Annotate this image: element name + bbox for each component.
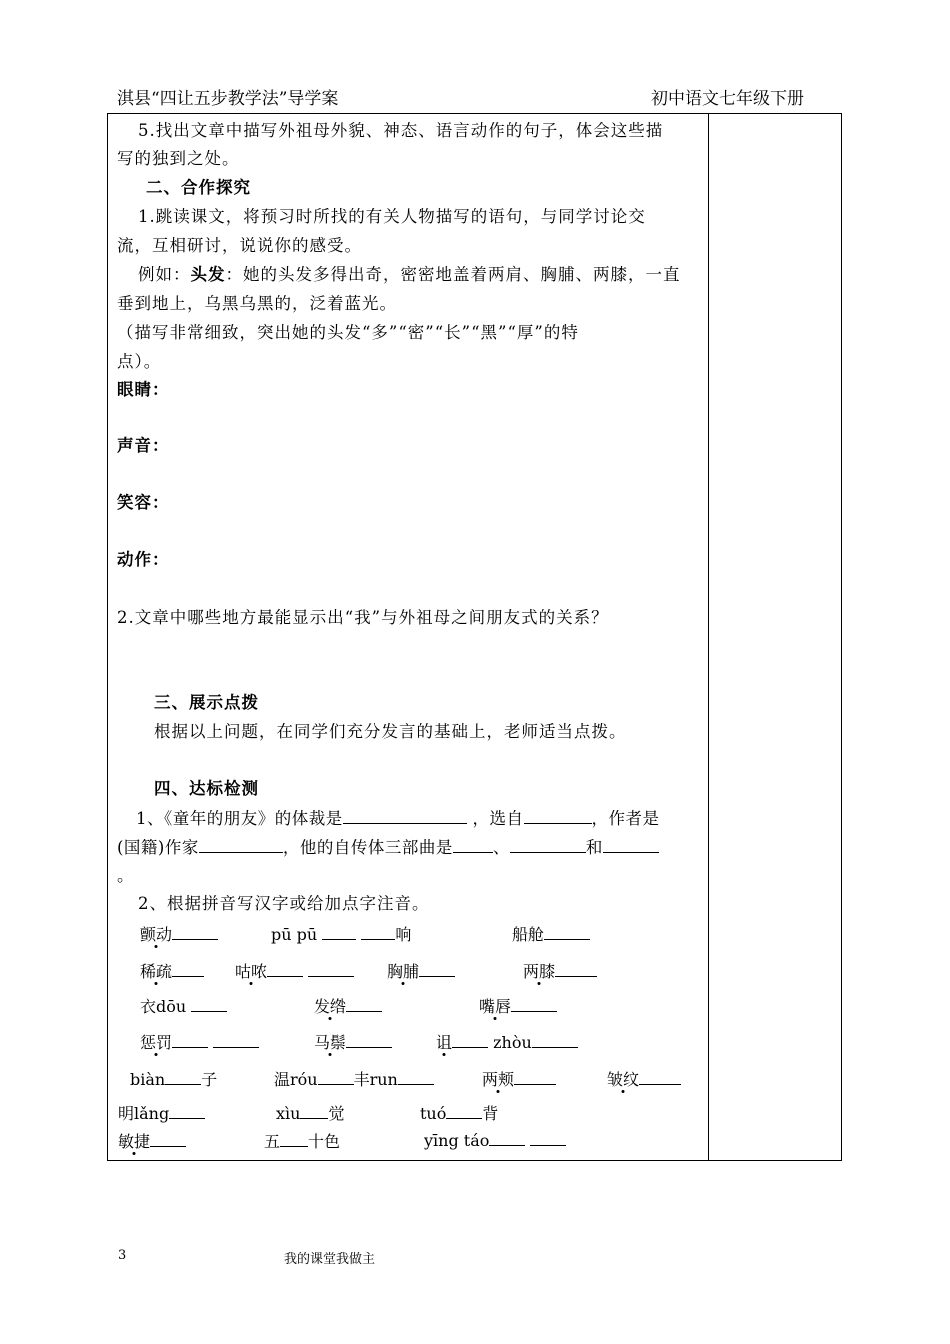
eyes-label: 眼睛： [117,380,170,399]
word-yidou: 衣dōu [140,997,187,1016]
blank [308,960,354,977]
pinyin-item [264,1129,340,1152]
blank [150,1130,186,1147]
word-shise: 十色 [308,1132,341,1151]
pinyin-item [235,959,354,982]
test-1-text-b: ，选自 [472,809,524,828]
pinyin-item [140,922,218,945]
blank-author [199,836,283,853]
section-3-heading: 三、展示点拨 [154,693,259,712]
pinyin-item [140,959,204,982]
blank [318,1068,354,1085]
pinyin-item [482,1067,556,1090]
blank [280,1130,308,1147]
word-bian: biàn [130,1070,166,1089]
pinyin-item [387,959,455,982]
word-chuancang: 船舱 [512,925,545,944]
example-text: ：她的头发多得出奇，密密地盖着两肩、胸脯、两膝，一直 [225,265,681,284]
question-5-line1: 5.找出文章中描写外祖母外貌、神态、语言动作的句子，体会这些描 [138,121,664,140]
pinyin-item [314,1030,392,1053]
test-1-end: 。 [117,866,135,885]
word-yingtao: yīng táo [424,1131,490,1150]
blank [165,1068,201,1085]
word-chandong: 颤动 [140,925,173,944]
blank [511,995,557,1012]
blank [419,960,455,977]
example-prefix: 例如： [138,265,191,284]
word-xiongpu: 胸脯 [387,962,420,981]
pinyin-item [523,959,597,982]
blank [544,923,590,940]
word-zhouwen: 皱纹 [607,1070,640,1089]
blank [300,1102,328,1119]
worksheet-table [107,113,842,1161]
word-tuo: tuó [420,1104,447,1123]
blank-genre [343,807,467,824]
blank [452,1031,488,1048]
test-1-text-g: 和 [585,838,603,857]
blank [346,1031,392,1048]
word-gunong: 咕哝 [235,962,268,981]
test-1-text-d: (国籍)作家 [117,838,199,857]
word-zi: 子 [201,1070,218,1089]
blank [361,923,395,940]
pinyin-item [607,1067,681,1090]
column-divider [708,114,709,1160]
blank [555,960,597,977]
blank [172,923,218,940]
word-wenrou: 温róu [274,1070,318,1089]
test-1-line1 [136,805,660,829]
pinyin-item [118,1129,186,1152]
test-1-text-e: ，他的自传体三部曲是 [282,838,453,857]
para1-line2: 流，互相研讨，说说你的感受。 [117,236,362,255]
blank [532,1031,578,1048]
pinyin-item [276,1101,344,1124]
header-grade: 初中语文七年级下册 [651,89,804,109]
word-zu: 诅 [436,1033,453,1052]
word-bei: 背 [482,1104,499,1123]
word-liangxi: 两膝 [523,962,556,981]
blank [514,1068,556,1085]
pinyin-item [436,1030,578,1053]
blank [398,1068,434,1085]
blank [322,923,356,940]
action-label: 动作： [117,550,170,569]
word-xiu: xìu [276,1104,301,1123]
test-2: 2、根据拼音写汉字或给加点字注音。 [138,894,430,913]
section-3-text: 根据以上问题，在同学们充分发言的基础上，老师适当点拨。 [154,722,627,741]
blank [530,1129,566,1146]
example-line1 [138,261,681,285]
pinyin-item [420,1101,498,1124]
para1-line1: 1.跳读课文，将预习时所找的有关人物描写的语句，与同学讨论交 [138,207,646,226]
blank-trilogy-3 [603,836,659,853]
blank-trilogy-2 [510,836,586,853]
blank [346,995,382,1012]
word-chengfa: 惩罚 [140,1033,173,1052]
pinyin-item [479,994,557,1017]
word-wu: 五 [264,1132,281,1151]
word-minglang: 明lǎng [118,1104,170,1123]
question-2: 2.文章中哪些地方最能显示出“我”与外祖母之间朋友式的关系？ [117,608,609,627]
blank [172,1031,208,1048]
blank [191,995,227,1012]
blank [213,1031,259,1048]
test-1-text-f: 、 [492,838,510,857]
example-term: 头发 [190,265,226,284]
footer-motto: 我的课堂我做主 [284,1252,376,1267]
pinyin-item [140,994,227,1017]
word-jue: 觉 [328,1104,345,1123]
test-1-line2 [117,834,659,858]
main-column [108,114,708,1160]
question-5-line2: 写的独到之处。 [117,149,240,168]
blank [172,960,204,977]
blank [639,1068,681,1085]
blank [169,1102,205,1119]
pinyin-item [314,994,382,1017]
header-title: 淇县“四让五步教学法”导学案 [117,89,339,109]
voice-label: 声音： [117,436,170,455]
blank-source [524,807,592,824]
word-falyu: 发绺 [314,997,347,1016]
word-xiang: 响 [395,925,412,944]
smile-label: 笑容： [117,493,170,512]
note-line1: （描写非常细致，突出她的头发“多”“密”“长”“黑”“厚”的特 [117,323,579,342]
word-zhou: zhòu [493,1033,532,1052]
word-zuichun: 嘴唇 [479,997,512,1016]
word-minjie: 敏捷 [118,1132,151,1151]
test-1-text-c: ，作者是 [591,809,660,828]
blank [489,1129,525,1146]
word-liangjia: 两颊 [482,1070,515,1089]
pinyin-item [424,1129,566,1150]
section-2-heading: 二、合作探究 [146,178,251,197]
example-line2: 垂到地上，乌黑乌黑的，泛着蓝光。 [117,294,397,313]
pinyin-item [512,922,590,945]
pinyin-item [140,1030,259,1053]
section-4-heading: 四、达标检测 [154,779,259,798]
pinyin-item [274,1067,434,1090]
blank [446,1102,482,1119]
word-mazong: 马鬃 [314,1033,347,1052]
word-xishu: 稀疏 [140,962,173,981]
pinyin-item [130,1067,217,1090]
pinyin-item [118,1101,205,1124]
blank-trilogy-1 [453,836,493,853]
blank [267,960,303,977]
test-1-text-a: 1、《童年的朋友》的体裁是 [136,809,343,828]
note-line2: 点）。 [117,352,162,371]
page-number: 3 [118,1248,127,1263]
pinyin-item [271,922,411,945]
word-fengrun: 丰run [353,1070,398,1089]
word-pupu: pū pū [271,925,318,944]
